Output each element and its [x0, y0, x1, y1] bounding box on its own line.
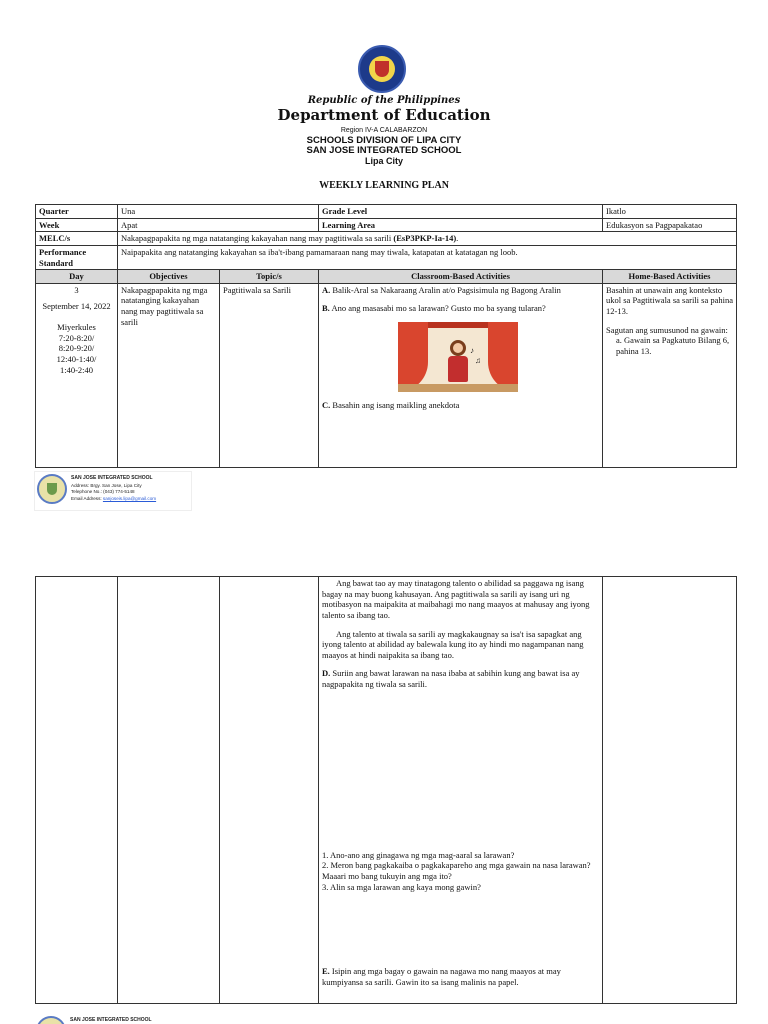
weekly-plan-table-continued	[35, 576, 737, 1004]
quarter-label: Quarter	[36, 205, 118, 219]
melc-label: MELC/s	[36, 232, 118, 246]
classroom-cell-continued	[319, 577, 603, 1004]
lesson-row	[36, 283, 737, 467]
melc-row	[36, 232, 737, 246]
time-slot: 12:40-1:40/	[56, 353, 97, 364]
lesson-row-continued	[36, 577, 737, 1004]
home-cell	[603, 283, 737, 467]
melc-code: (EsP3PKP-Ia-14)	[393, 233, 457, 244]
footer-school-name: SAN JOSE INTEGRATED SCHOOL	[70, 1017, 152, 1023]
activity-b: B. Ano ang masasabi mo sa larawan? Gusto mo ba syang tularan?	[322, 303, 546, 314]
col-day: Day	[36, 270, 118, 284]
school-logo-icon	[37, 474, 67, 504]
reading-paragraph: Ang bawat tao ay may tinatagong talento o abilidad sa paggawa ng isang bagay na may buong kahusayan. Ang pagtitiwala sa sarili ay isang uri ng motibasyon na maipakita at maibahagi mo nang maayos at mahusay ang iyong talento sa ibang tao.	[322, 578, 590, 620]
home-task: a. Gawain sa Pagkatuto Bilang 6, pahina 13.	[616, 335, 730, 356]
quarter-value: Una	[118, 205, 319, 219]
performance-row	[36, 245, 737, 269]
time-slot: 1:40-2:40	[59, 364, 94, 375]
school-footer	[34, 471, 192, 511]
day-number: 3	[74, 284, 79, 295]
area-value: Edukasyon sa Pagpapakatao	[603, 218, 737, 232]
col-topics: Topic/s	[220, 270, 319, 284]
melc-value: Nakapagpapakita ng mga natatanging kakayahan nang may pagtitiwala sa sarili	[121, 233, 392, 244]
grade-value: Ikatlo	[603, 205, 737, 219]
department-heading: Department of Education	[277, 106, 491, 124]
footer-text: SAN JOSE INTEGRATED SCHOOL Address: Brgy. San Jose, Lipa City Telephone No.: (043) 774-5148 Email Address: sanjoseis.lipa@gmail.com	[71, 475, 157, 502]
question-3: 3. Alin sa mga larawan ang kaya mong gawin?	[322, 881, 481, 892]
col-classroom: Classroom-Based Activities	[319, 270, 603, 284]
deped-seal-icon	[358, 45, 406, 93]
question-1: 1. Ano-ano ang ginagawa ng mga mag-aaral sa larawan?	[322, 849, 515, 860]
performance-label: Performance Standard	[36, 245, 118, 269]
grade-label: Grade Level	[319, 205, 603, 219]
col-objectives: Objectives	[118, 270, 220, 284]
question-2: 2. Meron bang pagkakaiba o pagkakapareho ang mga gawain na nasa larawan? Maaari mo bang tukuyin ang mga ito?	[322, 860, 591, 881]
day-cell	[36, 283, 118, 467]
col-home: Home-Based Activities	[603, 270, 737, 284]
week-row	[36, 218, 737, 232]
division-heading: SCHOOLS DIVISION OF LIPA CITY	[306, 135, 462, 146]
home-text: Sagutan ang sumusunod na gawain:	[606, 324, 728, 335]
week-label: Week	[36, 218, 118, 232]
time-slot: 7:20-8:20/	[58, 332, 95, 343]
image-placeholder	[322, 698, 599, 850]
weekly-plan-table	[35, 204, 737, 468]
activity-d: D. Suriin ang bawat larawan na nasa ibaba at sabihin kung ang bawat isa ay nagpapakita ng tiwala sa sarili.	[322, 668, 580, 689]
melc-cell: Nakapagpapakita ng mga natatanging kakayahan nang may pagtitiwala sa sarili (EsP3PKP-Ia-14).	[118, 232, 737, 246]
day-weekday: Miyerkules	[57, 322, 96, 332]
reading-paragraph: Ang talento at tiwala sa sarili ay magkakaugnay sa isa't isa sapagkat ang iyong talento at abilidad ay balewala kung ito ay hindi mo nagampanan nang maayos at hindi naipakita sa ibang tao.	[322, 628, 584, 660]
school-heading: SAN JOSE INTEGRATED SCHOOL	[306, 145, 462, 156]
objective-cell: Nakapagpapakita ng mga natatanging kakayahan nang may pagtitiwala sa sarili	[118, 283, 220, 467]
page-title: WEEKLY LEARNING PLAN	[319, 180, 449, 191]
region-heading: Region IV-A CALABARZON	[340, 127, 428, 134]
classroom-cell	[319, 283, 603, 467]
quarter-row	[36, 205, 737, 219]
time-slot: 8:20-9:20/	[58, 343, 95, 354]
home-text: Basahin at unawain ang konteksto ukol sa Pagtitiwala sa sarili sa pahina 12-13.	[606, 284, 734, 316]
activity-a: A. Balik-Aral sa Nakaraang Aralin at/o Pagsisimula ng Bagong Aralin	[322, 284, 561, 295]
school-footer-partial	[34, 1014, 190, 1024]
activity-c: C. Basahin ang isang maikling anekdota	[322, 400, 460, 410]
day-date: September 14, 2022	[42, 301, 111, 312]
activity-e: E. Isipin ang mga bagay o gawain na nagawa mo nang maayos at may kumpiyansa sa sarili. Gawin ito sa isang malinis na papel.	[322, 966, 561, 987]
week-value: Apat	[118, 218, 319, 232]
republic-heading: Republic of the Philippines	[307, 95, 461, 106]
school-logo-icon	[36, 1016, 66, 1024]
column-header-row	[36, 270, 737, 284]
area-label: Learning Area	[319, 218, 603, 232]
singer-illustration: ♪ ♫	[398, 322, 518, 392]
topic-cell: Pagtitiwala sa Sarili	[220, 283, 319, 467]
performance-value: Naipapakita ang natatanging kakayahan sa iba't-ibang pamamaraan nang may tiwala, katapatan at katatagan ng loob.	[118, 245, 737, 269]
city-heading: Lipa City	[364, 156, 403, 166]
